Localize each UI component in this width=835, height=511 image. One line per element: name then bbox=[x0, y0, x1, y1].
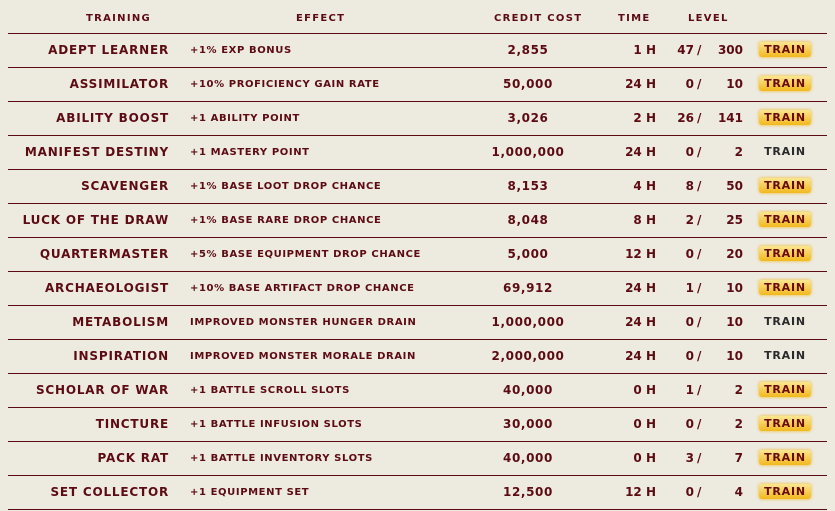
max-level: 20 bbox=[726, 247, 743, 261]
current-level: 0 bbox=[685, 247, 694, 261]
training-name: METABOLISM bbox=[72, 315, 169, 329]
training-name: MANIFEST DESTINY bbox=[24, 145, 169, 159]
training-name: SET COLLECTOR bbox=[50, 485, 169, 499]
train-button[interactable]: TRAIN bbox=[759, 76, 811, 91]
current-level: 0 bbox=[685, 485, 694, 499]
training-time: 24 H bbox=[625, 315, 656, 329]
max-level: 2 bbox=[734, 145, 743, 159]
current-level: 47 bbox=[677, 43, 694, 57]
training-time: 24 H bbox=[625, 349, 656, 363]
training-time: 2 H bbox=[633, 111, 656, 125]
training-effect: +1 BATTLE INVENTORY SLOTS bbox=[190, 453, 373, 464]
current-level: 8 bbox=[685, 179, 694, 193]
training-name: INSPIRATION bbox=[73, 349, 169, 363]
table-header bbox=[0, 0, 835, 33]
table-row bbox=[8, 339, 827, 373]
credit-cost: 2,855 bbox=[507, 43, 549, 57]
training-rows bbox=[0, 33, 835, 510]
training-name: ASSIMILATOR bbox=[69, 77, 169, 91]
header-time: TIME bbox=[618, 13, 651, 24]
training-name: ABILITY BOOST bbox=[56, 111, 169, 125]
current-level: 0 bbox=[685, 77, 694, 91]
training-name: LUCK OF THE DRAW bbox=[22, 213, 169, 227]
current-level: 3 bbox=[685, 451, 694, 465]
training-effect: +1 BATTLE SCROLL SLOTS bbox=[190, 385, 350, 396]
table-row bbox=[8, 271, 827, 305]
training-effect: +1 MASTERY POINT bbox=[190, 147, 310, 158]
training-time: 0 H bbox=[633, 451, 656, 465]
max-level: 10 bbox=[726, 349, 743, 363]
training-time: 12 H bbox=[625, 485, 656, 499]
training-time: 0 H bbox=[633, 383, 656, 397]
level-separator: / bbox=[697, 43, 702, 57]
level-separator: / bbox=[697, 417, 702, 431]
level-separator: / bbox=[697, 247, 702, 261]
level-separator: / bbox=[697, 179, 702, 193]
level-separator: / bbox=[697, 485, 702, 499]
table-row bbox=[8, 135, 827, 169]
train-button[interactable]: TRAIN bbox=[764, 315, 806, 328]
train-button[interactable]: TRAIN bbox=[759, 450, 811, 465]
train-button[interactable]: TRAIN bbox=[759, 212, 811, 227]
header-level: LEVEL bbox=[688, 13, 729, 24]
level-separator: / bbox=[697, 111, 702, 125]
level-separator: / bbox=[697, 281, 702, 295]
current-level: 2 bbox=[685, 213, 694, 227]
max-level: 300 bbox=[717, 43, 743, 57]
table-row bbox=[8, 169, 827, 203]
current-level: 0 bbox=[685, 145, 694, 159]
table-row bbox=[8, 441, 827, 475]
train-button[interactable]: TRAIN bbox=[759, 178, 811, 193]
current-level: 1 bbox=[685, 281, 694, 295]
train-button[interactable]: TRAIN bbox=[764, 349, 806, 362]
current-level: 26 bbox=[677, 111, 694, 125]
training-time: 8 H bbox=[633, 213, 656, 227]
table-row bbox=[8, 101, 827, 135]
training-time: 24 H bbox=[625, 281, 656, 295]
max-level: 7 bbox=[734, 451, 743, 465]
training-time: 12 H bbox=[625, 247, 656, 261]
training-effect: +1% EXP BONUS bbox=[190, 45, 292, 56]
training-effect: +1% BASE RARE DROP CHANCE bbox=[190, 215, 382, 226]
current-level: 0 bbox=[685, 417, 694, 431]
training-effect: +1 EQUIPMENT SET bbox=[190, 487, 310, 498]
training-effect: +10% PROFICIENCY GAIN RATE bbox=[190, 79, 380, 90]
credit-cost: 8,048 bbox=[507, 213, 549, 227]
train-button[interactable]: TRAIN bbox=[759, 484, 811, 499]
current-level: 1 bbox=[685, 383, 694, 397]
credit-cost: 1,000,000 bbox=[491, 315, 565, 329]
max-level: 10 bbox=[726, 281, 743, 295]
training-effect: IMPROVED MONSTER HUNGER DRAIN bbox=[190, 317, 417, 328]
level-separator: / bbox=[697, 383, 702, 397]
max-level: 4 bbox=[734, 485, 743, 499]
credit-cost: 1,000,000 bbox=[491, 145, 565, 159]
credit-cost: 3,026 bbox=[507, 111, 549, 125]
credit-cost: 50,000 bbox=[503, 77, 553, 91]
max-level: 10 bbox=[726, 77, 743, 91]
credit-cost: 5,000 bbox=[507, 247, 549, 261]
header-effect: EFFECT bbox=[296, 13, 346, 24]
table-row bbox=[8, 237, 827, 271]
training-effect: +10% BASE ARTIFACT DROP CHANCE bbox=[190, 283, 415, 294]
level-separator: / bbox=[697, 213, 702, 227]
max-level: 2 bbox=[734, 417, 743, 431]
training-effect: +1 ABILITY POINT bbox=[190, 113, 300, 124]
training-name: TINCTURE bbox=[95, 417, 169, 431]
training-name: ARCHAEOLOGIST bbox=[44, 281, 169, 295]
level-separator: / bbox=[697, 145, 702, 159]
training-effect: +5% BASE EQUIPMENT DROP CHANCE bbox=[190, 249, 421, 260]
train-button[interactable]: TRAIN bbox=[759, 42, 811, 57]
header-training: TRAINING bbox=[86, 13, 152, 24]
max-level: 141 bbox=[717, 111, 743, 125]
credit-cost: 69,912 bbox=[503, 281, 553, 295]
train-button[interactable]: TRAIN bbox=[759, 280, 811, 295]
table-row bbox=[8, 305, 827, 339]
table-row bbox=[8, 203, 827, 237]
credit-cost: 8,153 bbox=[507, 179, 549, 193]
train-button[interactable]: TRAIN bbox=[759, 382, 811, 397]
training-time: 1 H bbox=[633, 43, 656, 57]
training-time: 24 H bbox=[625, 77, 656, 91]
training-time: 0 H bbox=[633, 417, 656, 431]
table-row bbox=[8, 475, 827, 510]
training-name: SCHOLAR OF WAR bbox=[35, 383, 169, 397]
training-effect: +1% BASE LOOT DROP CHANCE bbox=[190, 181, 382, 192]
current-level: 0 bbox=[685, 315, 694, 329]
train-button[interactable]: TRAIN bbox=[759, 110, 811, 125]
training-name: SCAVENGER bbox=[81, 179, 169, 193]
current-level: 0 bbox=[685, 349, 694, 363]
train-button[interactable]: TRAIN bbox=[759, 416, 811, 431]
max-level: 10 bbox=[726, 315, 743, 329]
train-button[interactable]: TRAIN bbox=[764, 145, 806, 158]
training-effect: +1 BATTLE INFUSION SLOTS bbox=[190, 419, 363, 430]
training-effect: IMPROVED MONSTER MORALE DRAIN bbox=[190, 351, 416, 362]
training-name: QUARTERMASTER bbox=[39, 247, 169, 261]
level-separator: / bbox=[697, 315, 702, 329]
credit-cost: 2,000,000 bbox=[491, 349, 565, 363]
train-button[interactable]: TRAIN bbox=[759, 246, 811, 261]
level-separator: / bbox=[697, 349, 702, 363]
credit-cost: 12,500 bbox=[503, 485, 553, 499]
header-credit-cost: CREDIT COST bbox=[494, 13, 583, 24]
credit-cost: 40,000 bbox=[503, 383, 553, 397]
credit-cost: 30,000 bbox=[503, 417, 553, 431]
training-name: PACK RAT bbox=[97, 451, 169, 465]
max-level: 25 bbox=[726, 213, 743, 227]
credit-cost: 40,000 bbox=[503, 451, 553, 465]
max-level: 2 bbox=[734, 383, 743, 397]
training-time: 24 H bbox=[625, 145, 656, 159]
table-row bbox=[8, 407, 827, 441]
max-level: 50 bbox=[726, 179, 743, 193]
training-time: 4 H bbox=[633, 179, 656, 193]
table-row bbox=[8, 67, 827, 101]
level-separator: / bbox=[697, 451, 702, 465]
level-separator: / bbox=[697, 77, 702, 91]
table-row bbox=[8, 373, 827, 407]
training-name: ADEPT LEARNER bbox=[48, 43, 169, 57]
table-row bbox=[8, 33, 827, 67]
